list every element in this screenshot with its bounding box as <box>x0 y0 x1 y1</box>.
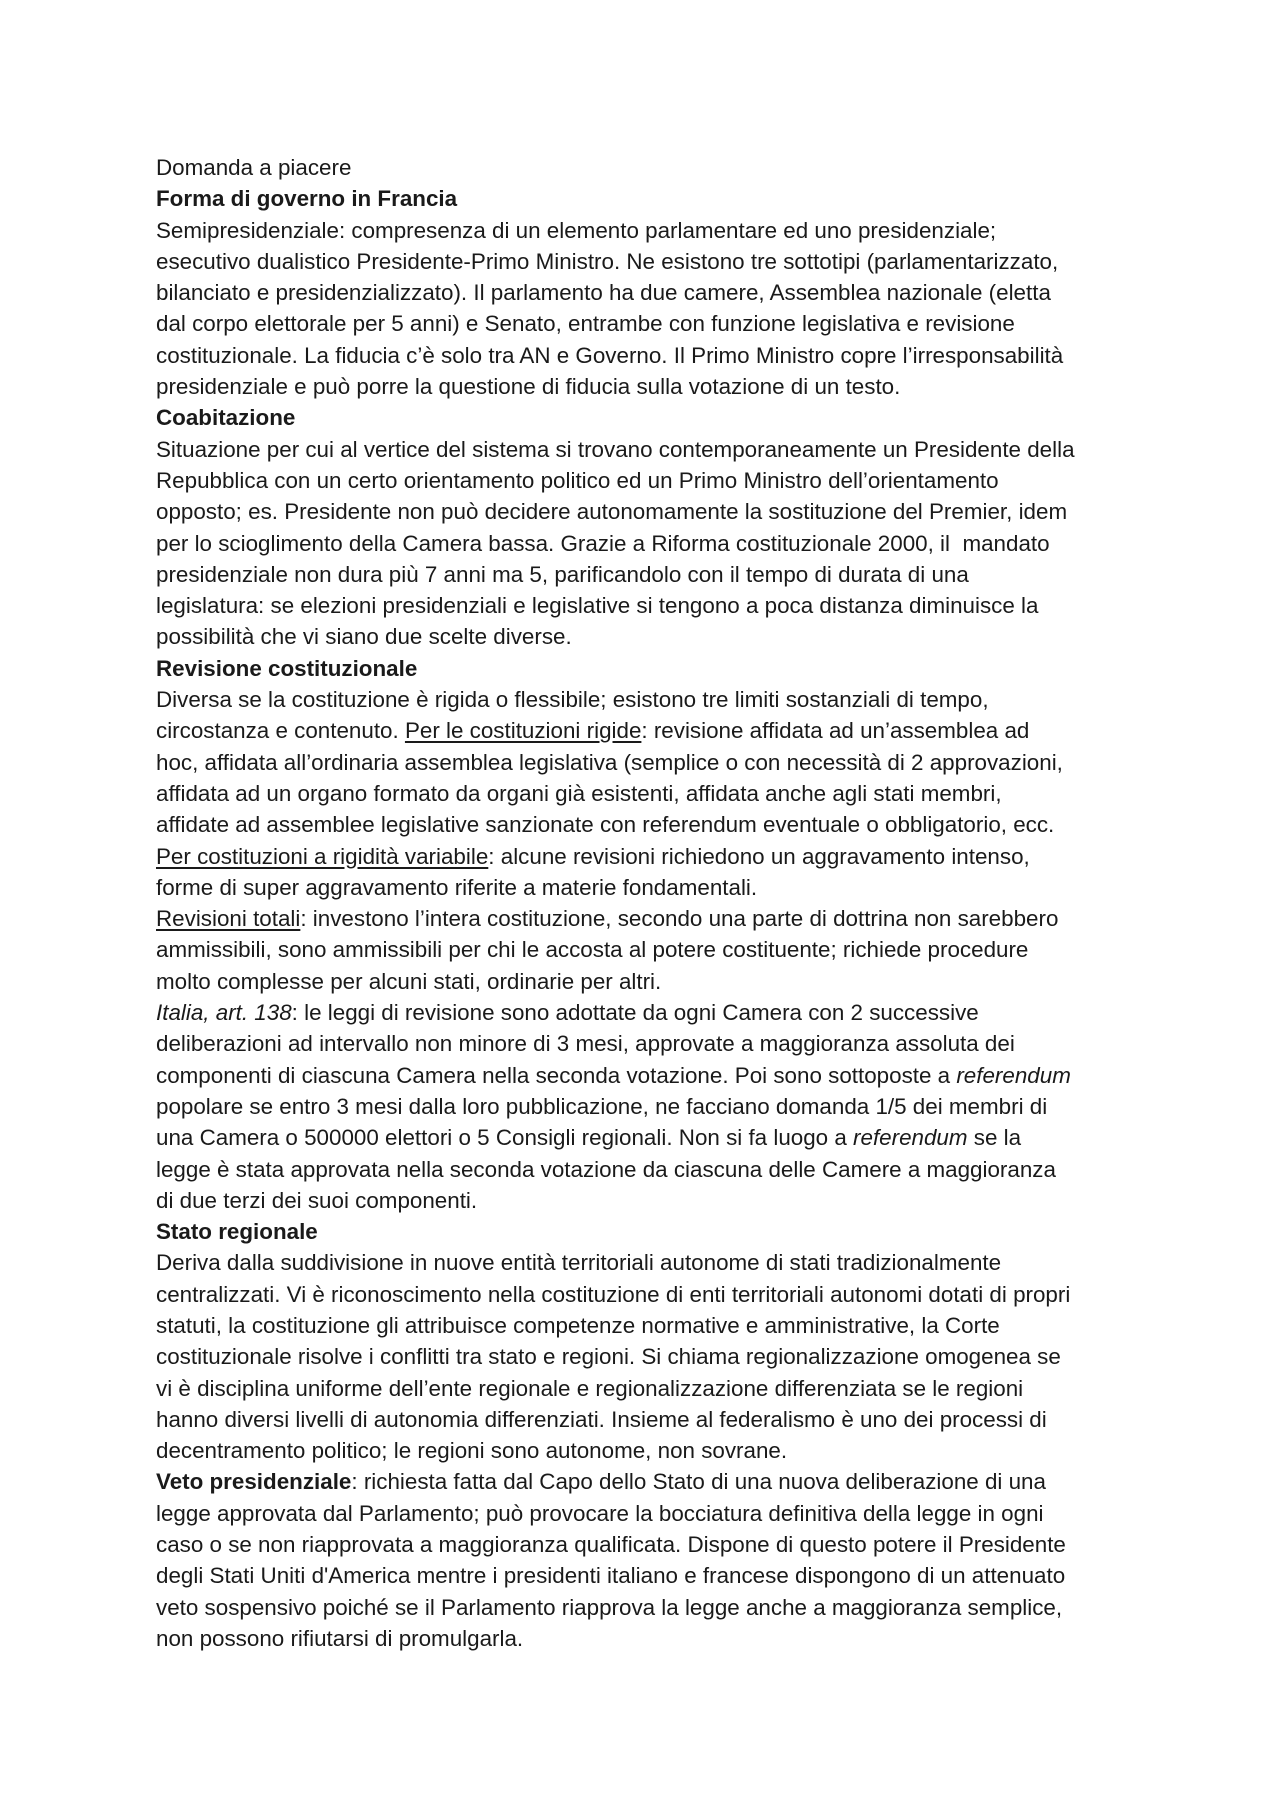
text-line <box>156 997 1136 1028</box>
text-run: : investono l’intera costituzione, secondo una parte di dottrina non sarebbero <box>300 906 1059 932</box>
text-line: Semipresidenziale: compresenza di un elemento parlamentare ed uno presidenziale; <box>156 217 997 243</box>
text-line: affidata ad un organo formato da organi già esistenti, affidata anche agli stati membri, <box>156 780 1002 806</box>
section-veto-presidenziale <box>156 1466 1136 1654</box>
text-line: centralizzati. Vi è riconoscimento nella costituzione di enti territoriali autonomi dotati di propri <box>156 1281 1071 1307</box>
italic-term-art-138: Italia, art. 138 <box>156 1000 292 1026</box>
text-line: affidate ad assemblee legislative sanzionate con referendum eventuale o obbligatorio, ecc. <box>156 812 1055 838</box>
text-line: costituzionale. La fiducia c’è solo tra AN e Governo. Il Primo Ministro copre l’irresponsabilità <box>156 342 1064 368</box>
text-line: opposto; es. Presidente non può decidere autonomamente la sostituzione del Premier, idem <box>156 499 1068 525</box>
text-line <box>156 1060 1136 1091</box>
heading-veto-presidenziale: Veto presidenziale <box>156 1469 352 1495</box>
text-line: molto complesse per alcuni stati, ordinarie per altri. <box>156 968 662 994</box>
italic-term-referendum: referendum <box>853 1125 968 1151</box>
document-title: Domanda a piacere <box>156 155 352 180</box>
text-run: una Camera o 500000 elettori o 5 Consigli regionali. Non si fa luogo a <box>156 1125 854 1151</box>
text-line: caso o se non riapprovata a maggioranza qualificata. Dispone di questo potere il Presidente <box>156 1532 1066 1558</box>
italic-term-referendum: referendum <box>956 1062 1071 1088</box>
text-run: componenti di ciascuna Camera nella seconda votazione. Poi sono sottoposte a <box>156 1062 957 1088</box>
text-line: legge approvata dal Parlamento; può provocare la bocciatura definitiva della legge in ogni <box>156 1500 1044 1526</box>
text-line: hoc, affidata all’ordinaria assemblea legislativa (semplice o con necessità di 2 approvazioni, <box>156 749 1063 775</box>
text-line: per lo scioglimento della Camera bassa. Grazie a Riforma costituzionale 2000, il mandato <box>156 530 1050 556</box>
text-line: non possono rifiutarsi di promulgarla. <box>156 1625 524 1651</box>
document-page <box>156 152 1136 1654</box>
text-run: : le leggi di revisione sono adottate da ogni Camera con 2 successive <box>291 1000 979 1026</box>
text-line: di due terzi dei suoi componenti. <box>156 1187 478 1213</box>
text-line: possibilità che vi siano due scelte diverse. <box>156 624 572 650</box>
text-line: Situazione per cui al vertice del sistema si trovano contemporaneamente un Presidente della <box>156 436 1075 462</box>
text-line: vi è disciplina uniforme dell’ente regionale e regionalizzazione differenziata se le regioni <box>156 1375 1024 1401</box>
section-revisione-costituzionale <box>156 684 1136 1216</box>
text-run: : alcune revisioni richiedono un aggravamento intenso, <box>488 843 1030 869</box>
text-line: bilanciato e presidenzializzato). Il parlamento ha due camere, Assemblea nazionale (eletta <box>156 280 1051 306</box>
section-forma-di-governo <box>156 215 1136 403</box>
underlined-term-rigidita-variabile: Per costituzioni a rigidità variabile <box>156 843 489 869</box>
heading-forma-di-governo: Forma di governo in Francia <box>156 186 458 212</box>
text-line: decentramento politico; le regioni sono autonome, non sovrane. <box>156 1438 788 1464</box>
text-run: circostanza e contenuto. <box>156 718 405 744</box>
text-line: Repubblica con un certo orientamento politico ed un Primo Ministro dell’orientamento <box>156 467 999 493</box>
text-line: esecutivo dualistico Presidente-Primo Ministro. Ne esistono tre sottotipi (parlamentarizzato, <box>156 248 1059 274</box>
heading-coabitazione: Coabitazione <box>156 405 296 431</box>
text-line <box>156 841 1136 872</box>
section-stato-regionale <box>156 1247 1136 1466</box>
text-line <box>156 715 1136 746</box>
underlined-term-costituzioni-rigide: Per le costituzioni rigide <box>404 718 642 744</box>
text-line: presidenziale non dura più 7 anni ma 5, parificandolo con il tempo di durata di una <box>156 561 969 587</box>
underlined-term-revisioni-totali: Revisioni totali <box>156 906 301 932</box>
text-line: Diversa se la costituzione è rigida o flessibile; esistono tre limiti sostanziali di tempo, <box>156 687 989 713</box>
text-run: : richiesta fatta dal Capo dello Stato di una nuova deliberazione di una <box>351 1469 1046 1495</box>
text-line <box>156 1122 1136 1153</box>
text-line <box>156 1466 1136 1497</box>
text-line: popolare se entro 3 mesi dalla loro pubblicazione, ne facciano domanda 1/5 dei membri di <box>156 1093 1048 1119</box>
text-line: veto sospensivo poiché se il Parlamento riapprova la legge anche a maggioranza semplice, <box>156 1594 1063 1620</box>
text-line: legislatura: se elezioni presidenziali e legislative si tengono a poca distanza diminuisce la <box>156 593 1039 619</box>
text-line <box>156 903 1136 934</box>
text-line: ammissibili, sono ammissibili per chi le accosta al potere costituente; richiede procedure <box>156 937 1029 963</box>
text-run: : revisione affidata ad un’assemblea ad <box>641 718 1030 744</box>
text-line: costituzionale risolve i conflitti tra stato e regioni. Si chiama regionalizzazione omogenea se <box>156 1344 1061 1370</box>
heading-stato-regionale: Stato regionale <box>156 1219 318 1245</box>
text-line: hanno diversi livelli di autonomia differenziati. Insieme al federalismo è uno dei processi di <box>156 1406 1047 1432</box>
text-line: forme di super aggravamento riferite a materie fondamentali. <box>156 874 758 900</box>
text-line: deliberazioni ad intervallo non minore di 3 mesi, approvate a maggioranza assoluta dei <box>156 1031 1015 1057</box>
text-line: statuti, la costituzione gli attribuisce competenze normative e amministrative, la Corte <box>156 1312 1000 1338</box>
text-line: degli Stati Uniti d'America mentre i presidenti italiano e francese dispongono di un attenuato <box>156 1563 1066 1589</box>
text-line: presidenziale e può porre la questione di fiducia sulla votazione di un testo. <box>156 374 901 400</box>
text-run: se la <box>967 1125 1022 1151</box>
text-line: Deriva dalla suddivisione in nuove entità territoriali autonome di stati tradizionalmente <box>156 1250 1002 1276</box>
text-line: dal corpo elettorale per 5 anni) e Senato, entrambe con funzione legislativa e revisione <box>156 311 1015 337</box>
text-line: legge è stata approvata nella seconda votazione da ciascuna delle Camere a maggioranza <box>156 1156 1056 1182</box>
section-coabitazione <box>156 434 1136 653</box>
heading-revisione-costituzionale: Revisione costituzionale <box>156 655 418 681</box>
